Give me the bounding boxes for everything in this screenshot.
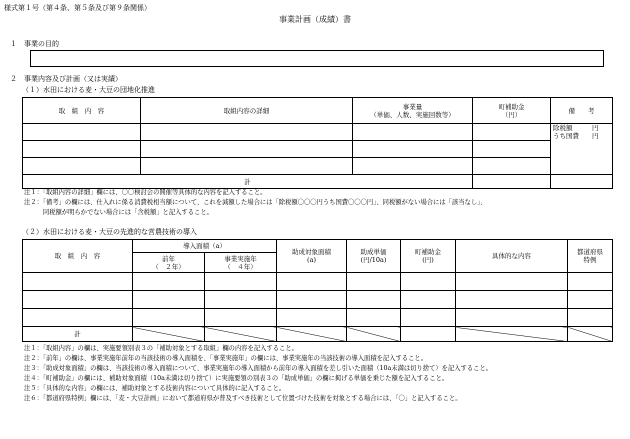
total-hojo[interactable] bbox=[473, 175, 551, 189]
table-row bbox=[23, 291, 613, 309]
cell[interactable] bbox=[353, 158, 473, 175]
cell[interactable] bbox=[23, 141, 141, 158]
cell[interactable] bbox=[347, 291, 401, 309]
note-2-1: 注１：「取組内容」の欄は、実施要領別表３の「補助対象とする取組」欄の内容を記入すること。 bbox=[24, 345, 298, 352]
cell[interactable] bbox=[23, 124, 141, 141]
total-diagonal bbox=[133, 327, 205, 342]
header-curr-year bbox=[205, 253, 277, 273]
cell[interactable] bbox=[23, 158, 141, 175]
header-jigyoryo-label: 事業量 bbox=[402, 102, 423, 111]
table-1 bbox=[22, 97, 613, 189]
note-2-2: 注２：「前年」の欄は、事業実施年前年の当該技術の導入面積を、「事業実施年」の欄には、事業実施年の当該技術の導入面積を記入すること。 bbox=[24, 355, 427, 362]
header-detail: 取組内容の詳細 bbox=[141, 98, 353, 124]
header-pref-label: 都道府県 bbox=[577, 248, 604, 256]
cell[interactable] bbox=[205, 309, 277, 327]
cell[interactable] bbox=[133, 273, 205, 291]
cell[interactable] bbox=[141, 158, 353, 175]
header-jigyoryo bbox=[353, 98, 473, 124]
cell[interactable] bbox=[456, 309, 568, 327]
total-row bbox=[23, 175, 613, 189]
table-row bbox=[23, 273, 613, 291]
cell[interactable] bbox=[205, 291, 277, 309]
section-2-heading: ２ 事業内容及び計画（又は実績） bbox=[10, 75, 122, 83]
cell[interactable] bbox=[568, 273, 613, 291]
header-prev-year bbox=[133, 253, 205, 273]
table-2 bbox=[22, 239, 613, 342]
subsection-2-heading: （２）水田における麦・大豆の先進的な営農技術の導入 bbox=[22, 228, 197, 236]
table-row bbox=[23, 309, 613, 327]
cell[interactable] bbox=[473, 141, 551, 158]
header-prev-year-value: （ ２年） bbox=[152, 262, 185, 271]
cell[interactable] bbox=[133, 291, 205, 309]
header-torikumi-2: 取 組 内 容 bbox=[23, 240, 133, 273]
cell[interactable] bbox=[353, 141, 473, 158]
cell[interactable] bbox=[141, 124, 353, 141]
cell[interactable] bbox=[473, 124, 551, 141]
table-row bbox=[23, 124, 613, 141]
header-hojo-2-unit: (円) bbox=[422, 256, 434, 264]
header-prev-label: 前年 bbox=[162, 254, 175, 263]
cell[interactable] bbox=[23, 309, 133, 327]
cell[interactable] bbox=[568, 309, 613, 327]
table-row bbox=[23, 158, 613, 175]
header-pref-label-2: 特例 bbox=[583, 256, 597, 264]
header-biko: 備 考 bbox=[551, 98, 613, 124]
header-target bbox=[277, 240, 347, 273]
note-2-3: 注３：「助成対象面積」の欄は、当該技術の導入面積について、事業実施年の導入面積から前年の導入面積を差し引いた面積（10a未満は切り捨て）を記入すること。 bbox=[24, 365, 493, 372]
header-target-label: 助成対象面積 bbox=[292, 248, 332, 256]
total-diagonal bbox=[277, 327, 347, 342]
header-torikumi: 取 組 内 容 bbox=[23, 98, 141, 124]
form-label: 様式第１号（第４条、第５条及び第９条関係） bbox=[4, 4, 151, 12]
total-diagonal bbox=[347, 327, 401, 342]
header-curr-label: 事業実施年 bbox=[224, 254, 257, 263]
total-diagonal bbox=[205, 327, 277, 342]
document-title: 事業計画（成績）書 bbox=[279, 15, 351, 24]
cell[interactable] bbox=[401, 291, 456, 309]
table-row bbox=[23, 141, 613, 158]
total-diagonal bbox=[568, 327, 613, 342]
subsection-1-heading: （１）水田における麦・大豆の団地化推進 bbox=[22, 86, 155, 94]
cell[interactable] bbox=[141, 141, 353, 158]
total-biko[interactable] bbox=[551, 175, 613, 189]
header-unit-price-label: 助成単価 bbox=[360, 248, 387, 256]
cell[interactable] bbox=[277, 309, 347, 327]
note-2-6: 注６：「都道府県特例」欄には、「麦・大豆計画」において都道府県が普及すべき技術として位置づけた技術を対象とする場合には、「〇」と記入すること。 bbox=[24, 395, 462, 402]
total-label-2: 計 bbox=[23, 327, 133, 342]
cell[interactable] bbox=[23, 273, 133, 291]
header-target-unit: (a) bbox=[307, 256, 316, 264]
note-2-5: 注５：「具体的な内容」の欄には、補助対象とする技術内容について具体的に記入すること。 bbox=[24, 385, 286, 392]
total-row-2 bbox=[23, 327, 613, 342]
section-1-heading: １ 事業の目的 bbox=[10, 40, 59, 48]
header-hojo-unit: （円） bbox=[501, 110, 522, 119]
cell[interactable] bbox=[473, 158, 551, 175]
cell[interactable] bbox=[277, 273, 347, 291]
cell[interactable] bbox=[23, 291, 133, 309]
header-hojo-2 bbox=[401, 240, 456, 273]
cell[interactable] bbox=[133, 309, 205, 327]
note-1-2: 注２：「備考」の欄には、仕入れに係る消費税相当額について、これを減額した場合には「除税額〇〇〇円うち国費〇〇〇円」、同税額がない場合には「該当なし」、 bbox=[24, 199, 487, 206]
biko-cell[interactable] bbox=[551, 124, 613, 175]
note-1-3: 同税額が明らかでない場合には「含税額」と記入すること。 bbox=[24, 209, 213, 216]
purpose-field[interactable] bbox=[30, 50, 604, 67]
cell[interactable] bbox=[205, 273, 277, 291]
note-1-1: 注１：「取組内容の詳細」欄には、〇〇検討会の開催等具体的な内容を記入すること。 bbox=[24, 189, 267, 196]
cell[interactable] bbox=[277, 291, 347, 309]
header-unit-price bbox=[347, 240, 401, 273]
header-area: 導入面積（a） bbox=[133, 240, 277, 253]
cell[interactable] bbox=[401, 309, 456, 327]
header-hojo bbox=[473, 98, 551, 124]
cell[interactable] bbox=[568, 291, 613, 309]
header-pref bbox=[568, 240, 613, 273]
cell[interactable] bbox=[456, 273, 568, 291]
cell[interactable] bbox=[347, 273, 401, 291]
header-hojo-2-label: 町補助金 bbox=[415, 248, 442, 256]
cell[interactable] bbox=[353, 124, 473, 141]
header-unit-price-unit: (円/10a) bbox=[360, 256, 387, 264]
note-2-4: 注４：「町補助金」の欄には、補助対象面積（10a未満は切り捨て）に実施要領の別表３の「助成単価」の欄に掲げる単価を乗じた額を記入すること。 bbox=[24, 375, 449, 382]
header-hojo-label: 町補助金 bbox=[498, 102, 525, 111]
total-diagonal bbox=[456, 327, 568, 342]
biko-line-2: うち国費 円 bbox=[553, 132, 599, 140]
total-hojo-2[interactable] bbox=[401, 327, 456, 342]
total-label: 計 bbox=[23, 175, 473, 189]
header-curr-year-value: （ ４年） bbox=[224, 262, 257, 271]
header-content: 具体的な内容 bbox=[456, 240, 568, 273]
biko-line-1: 除税額 円 bbox=[553, 124, 599, 132]
header-jigyoryo-sub: （単価、人数、実施回数等） bbox=[370, 110, 455, 119]
cell[interactable] bbox=[347, 309, 401, 327]
cell[interactable] bbox=[401, 273, 456, 291]
cell[interactable] bbox=[456, 291, 568, 309]
